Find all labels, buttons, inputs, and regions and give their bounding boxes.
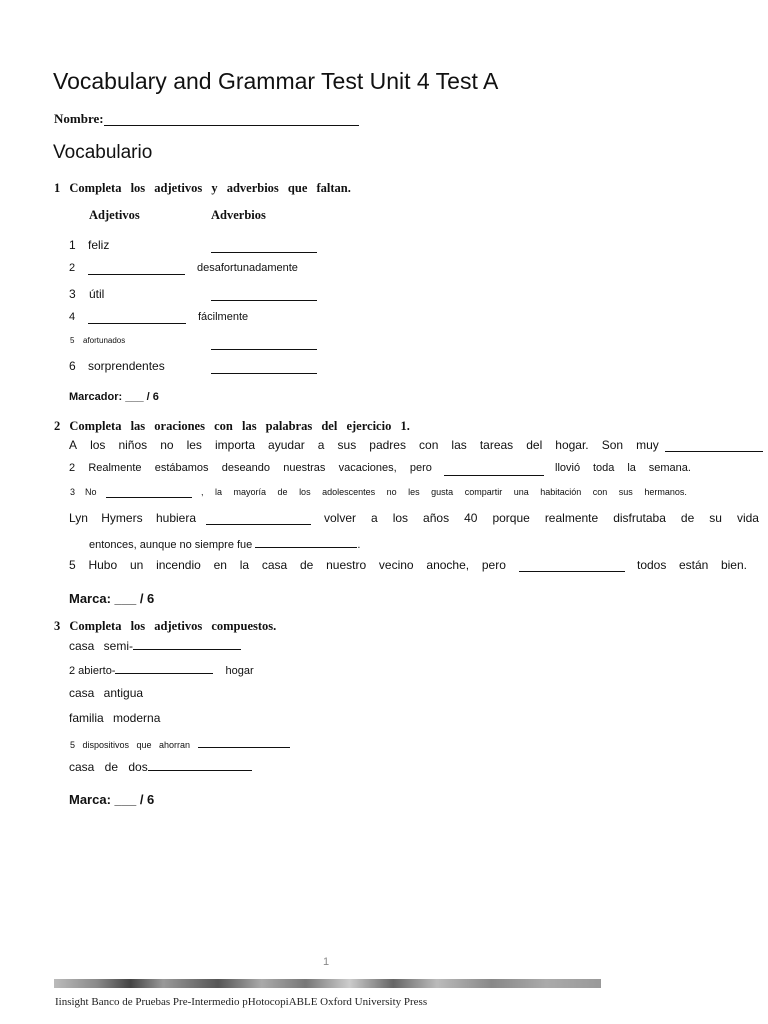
name-label: Nombre: [54,111,104,126]
ex1-item-adverb: fácilmente [198,311,249,323]
ex3-answer-blank[interactable] [115,662,213,674]
ex1-item-number: 4 [69,311,76,323]
ex3-answer-blank[interactable] [198,737,290,748]
ex1-answer-blank[interactable] [88,311,186,324]
ex2-sentence-2-end: llovió toda la semana. [555,462,691,474]
ex3-item-1: casa semi- [69,638,241,653]
ex2-score: Marca: ___ / 6 [69,591,155,606]
ex1-item-number: 2 [69,262,76,274]
name-field-line[interactable] [104,125,359,126]
ex1-item-number: 5 [70,336,75,345]
ex1-item-number: 3 [69,287,76,301]
ex3-item-2: 2 abierto- hogar [69,662,254,677]
ex1-answer-blank[interactable] [211,288,317,301]
exercise-3-heading: 3 Completa los adjetivos compuestos. [54,619,277,633]
ex1-item-number: 1 [69,238,76,252]
ex2-item-3-word: No [85,487,97,497]
ex2-answer-blank[interactable] [255,536,357,548]
footer-text: Iinsight Banco de Pruebas Pre-Intermedio pHotocopiABLE Oxford University Press [55,996,428,1008]
ex1-item-number: 6 [69,359,76,373]
ex3-answer-blank[interactable] [133,638,241,650]
ex2-sentence-a: A los niños no les importa ayudar a sus padres con las tareas del hogar. Son muy [69,438,659,452]
ex2-sentence-5-end: todos están bien. [637,558,747,572]
ex3-item-6: casa de dos [69,759,252,774]
ex2-item-3-number: 3 [70,487,76,497]
page-title: Vocabulary and Grammar Test Unit 4 Test A [53,68,499,94]
column-header-adjectives: Adjetivos [89,208,140,222]
ex1-item-adverb: desafortunadamente [197,262,298,274]
ex1-item-adjective: sorprendentes [88,359,165,373]
ex2-answer-blank[interactable] [206,512,311,525]
ex3-item-5: 5 dispositivos que ahorran [70,737,290,750]
ex2-sentence-5-start: 5 Hubo un incendio en la casa de nuestro vecino anoche, pero [69,558,506,572]
ex2-sentence-4-continuation: entonces, aunque no siempre fue . [89,536,360,551]
ex2-sentence-4-start: Lyn Hymers hubiera [69,511,196,525]
ex1-item-adjective: afortunados [83,336,126,345]
footer-image-strip [54,979,601,988]
ex1-answer-blank[interactable] [211,337,317,350]
ex2-sentence-3-end: , la mayoría de los adolescentes no les gusta compartir una habitación con sus hermanos. [201,487,687,497]
ex2-sentence-2-start: 2 Realmente estábamos deseando nuestras vacaciones, pero [69,462,432,474]
ex1-answer-blank[interactable] [211,240,317,253]
page-number: 1 [323,956,330,968]
ex2-answer-blank[interactable] [444,463,544,476]
ex1-score: Marcador: ___ / 6 [69,391,159,403]
ex2-answer-blank[interactable] [106,486,192,498]
ex3-score: Marca: ___ / 6 [69,792,155,807]
ex3-item-4: familia moderna [69,711,161,725]
ex2-answer-blank[interactable] [519,559,625,572]
exercise-1-heading: 1 Completa los adjetivos y adverbios que faltan. [54,181,351,195]
ex1-item-adjective: útil [89,287,105,301]
ex2-answer-blank[interactable] [665,439,763,452]
ex1-answer-blank[interactable] [88,262,185,275]
section-title: Vocabulario [53,142,153,163]
exercise-2-heading: 2 Completa las oraciones con las palabras del ejercicio 1. [54,419,410,433]
ex1-item-adjective: feliz [88,238,110,252]
ex3-answer-blank[interactable] [148,759,252,771]
ex2-sentence-4-end: volver a los años 40 porque realmente disfrutaba de su vida [324,511,759,525]
ex1-answer-blank[interactable] [211,361,317,374]
ex3-item-3: casa antigua [69,686,144,700]
column-header-adverbs: Adverbios [211,208,266,222]
